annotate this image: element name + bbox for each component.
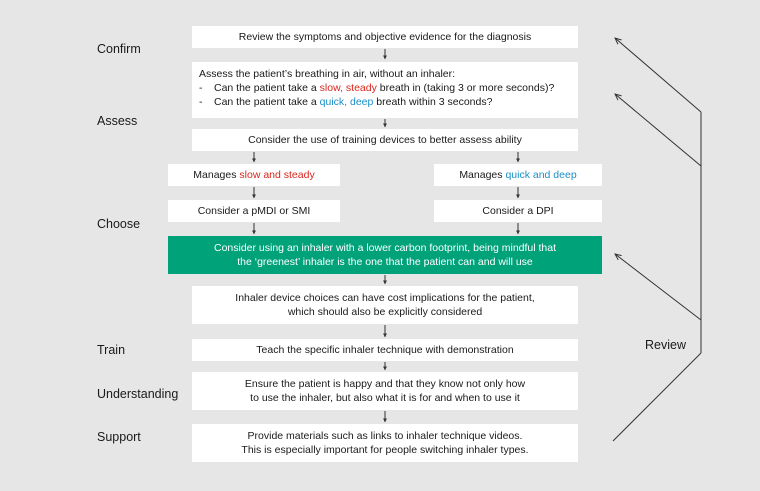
support-box: Provide materials such as links to inhaler technique videos. This is especially important for people switching inhaler types. [192, 424, 578, 462]
stage-choose: Choose [97, 217, 141, 231]
pmdi-text: Consider a pMDI or SMI [197, 205, 311, 217]
manages-slow-box: Manages slow and steady [168, 164, 340, 186]
confirm-text: Review the symptoms and objective evidence for the diagnosis [238, 31, 532, 43]
review-line-choose [615, 254, 701, 320]
carbon-footprint-box: Consider using an inhaler with a lower carbon footprint, being mindful that the ‘greenest’ inhaler is the one that the patient can and will use [168, 236, 602, 274]
assess-intro: Assess the patient’s breathing in air, without an inhaler: [199, 68, 456, 80]
dpi-text: Consider a DPI [482, 205, 554, 217]
stage-assess: Assess [97, 114, 138, 128]
stage-support: Support [97, 430, 141, 444]
stage-understanding: Understanding [97, 387, 179, 401]
stage-confirm: Confirm [97, 42, 141, 56]
quick-deep-highlight: quick, deep [319, 96, 374, 108]
review-label: Review [645, 338, 686, 352]
assess-question-quick: - Can the patient take a quick, deep breath within 3 seconds? [199, 96, 493, 108]
train-text: Teach the specific inhaler technique with demonstration [256, 344, 514, 356]
slow-steady-highlight: slow, steady [319, 82, 377, 94]
manages-quick-box: Manages quick and deep [434, 164, 602, 186]
slow-steady-label: slow and steady [239, 169, 315, 181]
quick-deep-label: quick and deep [505, 169, 577, 181]
understanding-box: Ensure the patient is happy and that they know not only how to use the inhaler, but also what it is for and when to use it [192, 372, 578, 410]
training-devices-text: Consider the use of training devices to better assess ability [248, 134, 522, 146]
review-line-assess [615, 94, 701, 166]
assess-question-slow: - Can the patient take a slow, steady breath in (taking 3 or more seconds)? [199, 82, 555, 94]
review-line-top [615, 38, 701, 112]
stage-train: Train [97, 343, 126, 357]
cost-box: Inhaler device choices can have cost implications for the patient, which should also be explicitly considered [192, 286, 578, 324]
review-line-bottom [613, 353, 701, 441]
